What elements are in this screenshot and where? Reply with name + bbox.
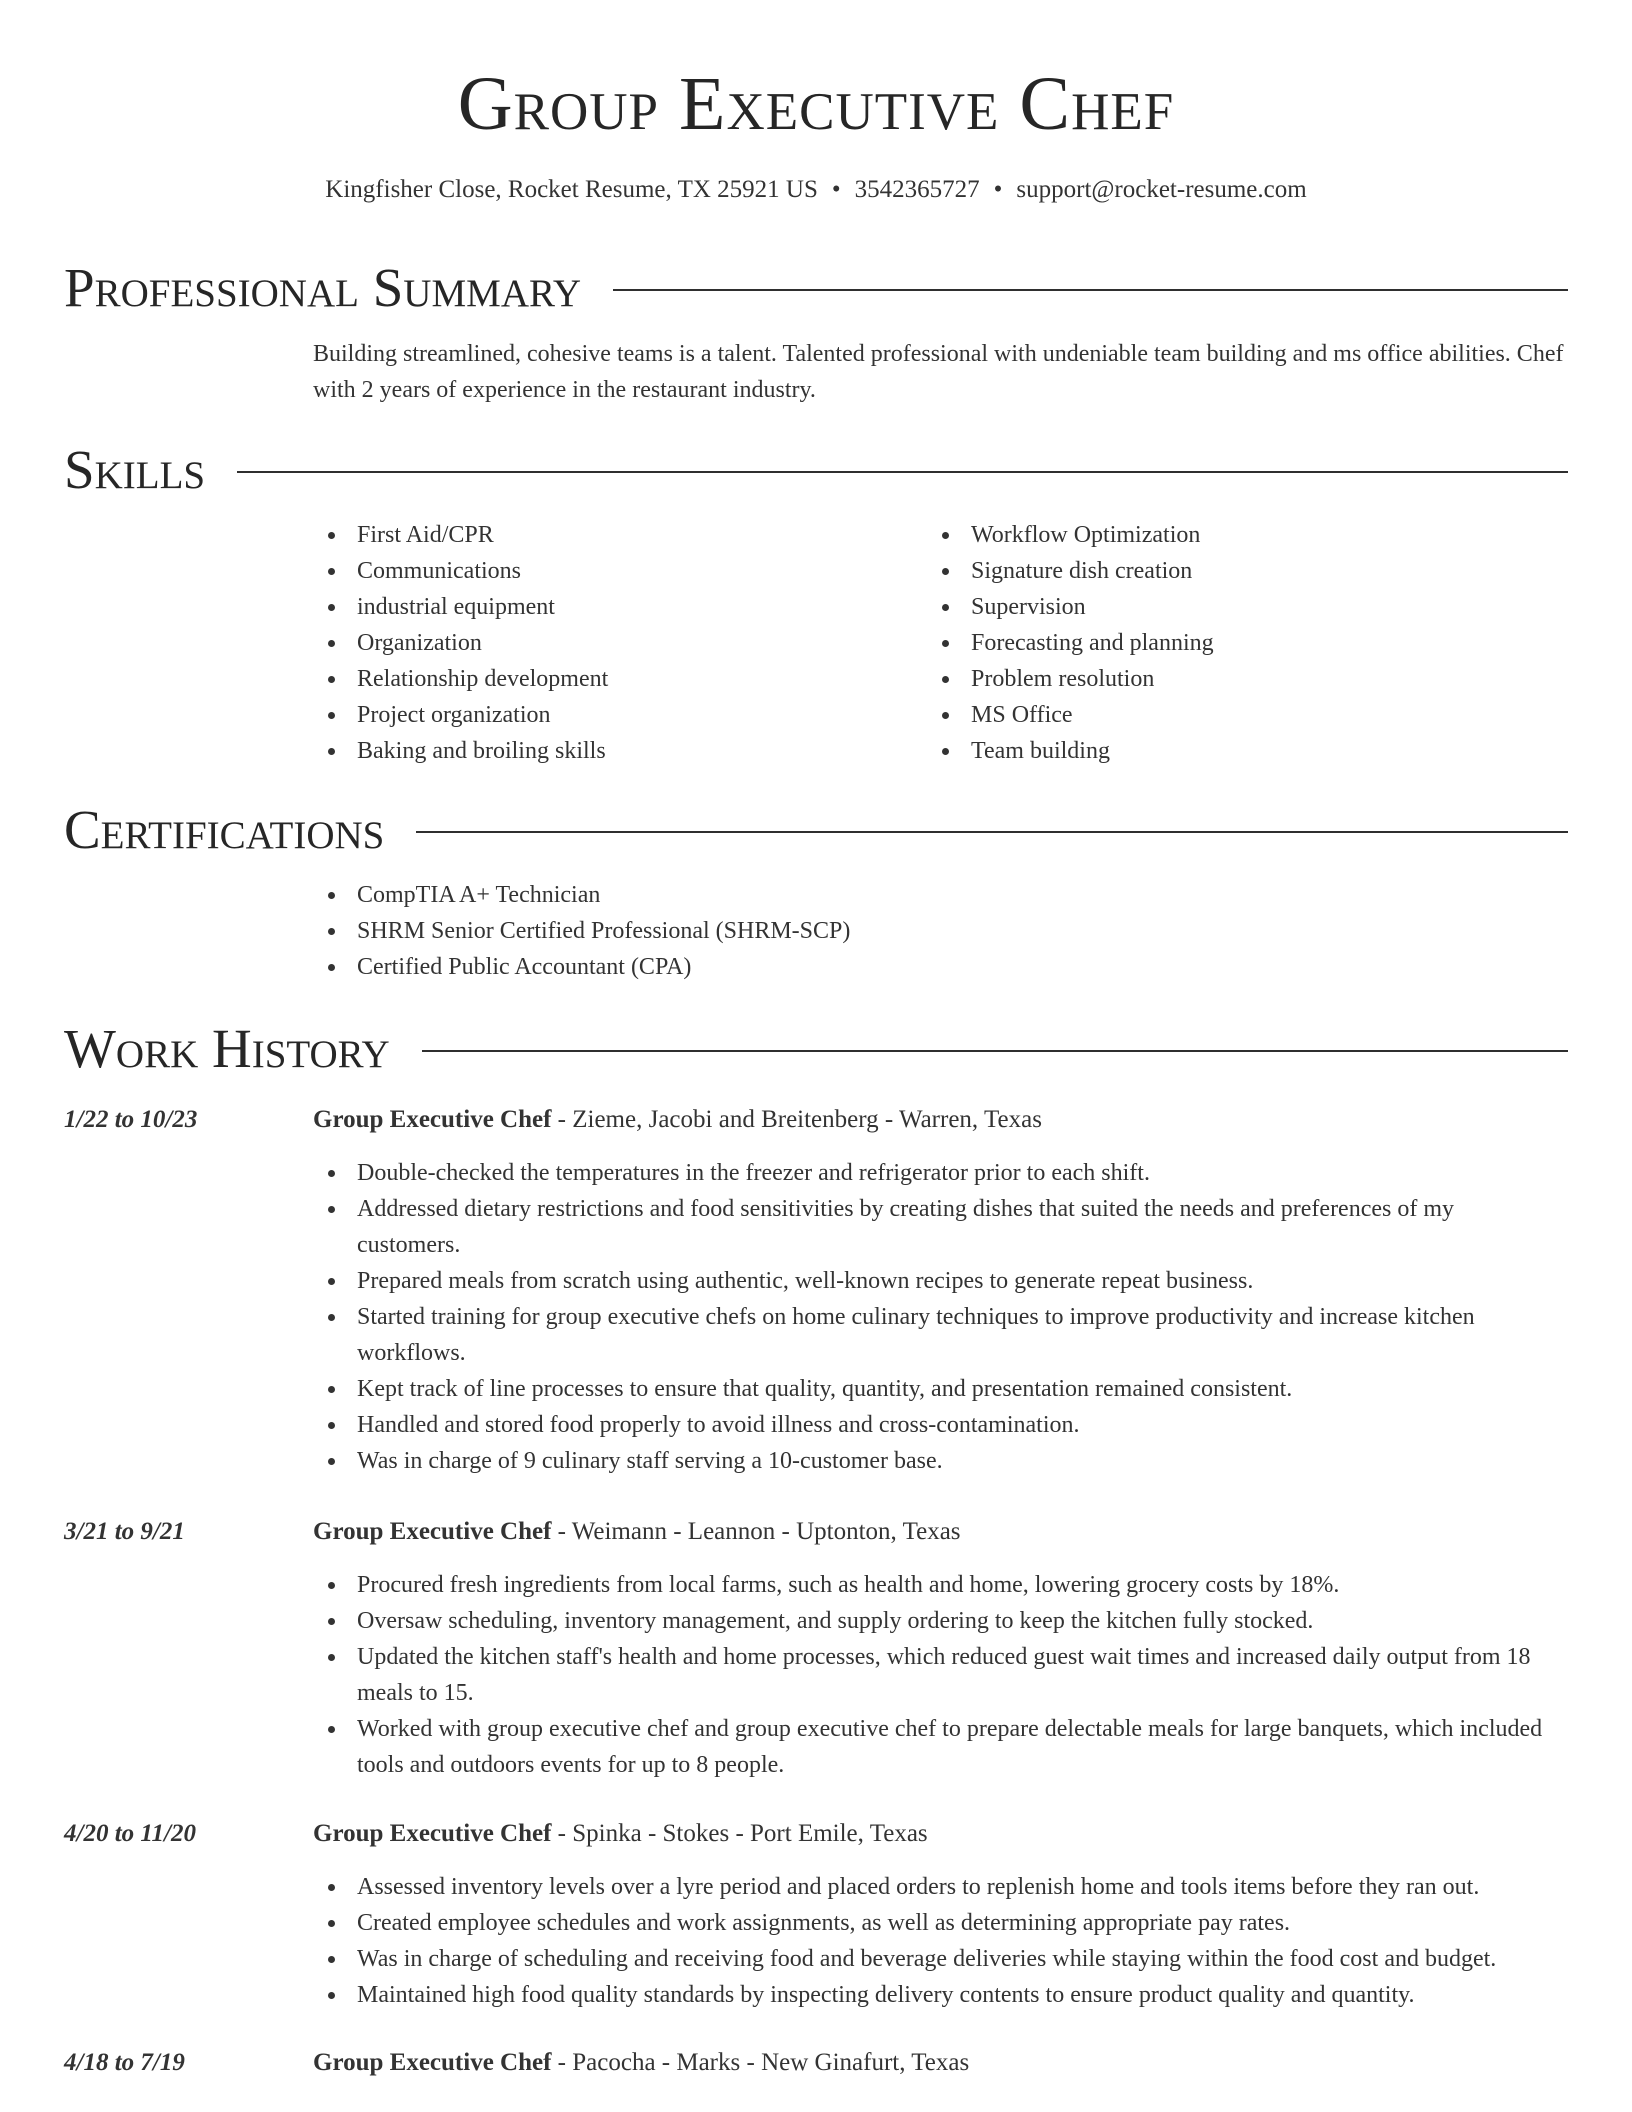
job-company: - Pacocha - Marks - New Ginafurt, Texas xyxy=(551,2049,970,2076)
section-title: Work History xyxy=(64,1018,390,1079)
skill-item: Supervision xyxy=(927,589,1527,625)
certification-item: SHRM Senior Certified Professional (SHRM-SCP) xyxy=(313,913,1513,949)
job-bullets xyxy=(313,1155,1563,1479)
skill-item: Communications xyxy=(313,553,913,589)
section-header-certifications xyxy=(64,800,1568,860)
job-role: Group Executive Chef xyxy=(313,1106,552,1133)
section-rule xyxy=(237,471,1568,473)
job-role: Group Executive Chef xyxy=(313,2049,552,2076)
contact-address: Kingfisher Close, Rocket Resume, TX 25921 US xyxy=(325,176,818,203)
job-bullet: Kept track of line processes to ensure that quality, quantity, and presentation remained consistent. xyxy=(313,1371,1563,1407)
job-date: 4/20 to 11/20 xyxy=(64,1820,196,1847)
section-rule xyxy=(613,289,1568,291)
skill-item: Problem resolution xyxy=(927,661,1527,697)
section-header-summary xyxy=(64,258,1568,318)
section-header-skills xyxy=(64,440,1568,500)
job-bullet: Started training for group executive chefs on home culinary techniques to improve productivity and increase kitchen workflows. xyxy=(313,1299,1563,1371)
skill-item: Organization xyxy=(313,625,913,661)
job-bullet: Prepared meals from scratch using authentic, well-known recipes to generate repeat business. xyxy=(313,1263,1563,1299)
job-bullet: Worked with group executive chef and group executive chef to prepare delectable meals for large banquets, which included tools and outdoors events for up to 8 people. xyxy=(313,1711,1563,1783)
contact-line xyxy=(0,174,1632,206)
section-title: Skills xyxy=(64,439,206,500)
section-title: Certifications xyxy=(64,799,385,860)
job-bullet: Addressed dietary restrictions and food sensitivities by creating dishes that suited the needs and preferences of my customers. xyxy=(313,1191,1563,1263)
job-company: - Weimann - Leannon - Uptonton, Texas xyxy=(551,1518,961,1545)
section-rule xyxy=(422,1050,1568,1052)
contact-separator: • xyxy=(993,176,1003,203)
skill-item: MS Office xyxy=(927,697,1527,733)
job-role: Group Executive Chef xyxy=(313,1820,552,1847)
certification-item: CompTIA A+ Technician xyxy=(313,877,1513,913)
job-bullet: Oversaw scheduling, inventory management, and supply ordering to keep the kitchen fully stocked. xyxy=(313,1603,1563,1639)
job-company: - Spinka - Stokes - Port Emile, Texas xyxy=(551,1820,928,1847)
job-bullets xyxy=(313,1567,1563,1783)
skill-item: First Aid/CPR xyxy=(313,517,913,553)
certification-item: Certified Public Accountant (CPA) xyxy=(313,949,1513,985)
certifications-list xyxy=(313,877,1513,985)
job-bullets xyxy=(313,1869,1563,2013)
job-date: 1/22 to 10/23 xyxy=(64,1106,198,1133)
job-date: 3/21 to 9/21 xyxy=(64,1518,185,1545)
job-heading xyxy=(313,1817,928,1851)
skill-item: Signature dish creation xyxy=(927,553,1527,589)
job-bullet: Was in charge of scheduling and receiving food and beverage deliveries while staying within the food cost and budget. xyxy=(313,1941,1563,1977)
job-date: 4/18 to 7/19 xyxy=(64,2049,185,2076)
skill-item: Relationship development xyxy=(313,661,913,697)
job-bullet: Updated the kitchen staff's health and home processes, which reduced guest wait times and increased daily output from 18 meals to 15. xyxy=(313,1639,1563,1711)
job-role: Group Executive Chef xyxy=(313,1518,552,1545)
job-company: - Zieme, Jacobi and Breitenberg - Warren, Texas xyxy=(551,1106,1042,1133)
skills-list-left xyxy=(313,517,913,769)
skill-item: Workflow Optimization xyxy=(927,517,1527,553)
summary-text: Building streamlined, cohesive teams is a talent. Talented professional with undeniable team building and ms office abilities. Chef with 2 years of experience in the restaurant industry. xyxy=(313,341,1564,403)
skill-item: Baking and broiling skills xyxy=(313,733,913,769)
job-heading xyxy=(313,1103,1042,1137)
job-bullet: Was in charge of 9 culinary staff serving a 10-customer base. xyxy=(313,1443,1563,1479)
job-bullet: Created employee schedules and work assignments, as well as determining appropriate pay rates. xyxy=(313,1905,1563,1941)
section-rule xyxy=(416,831,1568,833)
job-bullet: Assessed inventory levels over a lyre period and placed orders to replenish home and tools items before they ran out. xyxy=(313,1869,1563,1905)
job-bullet: Double-checked the temperatures in the freezer and refrigerator prior to each shift. xyxy=(313,1155,1563,1191)
skill-item: Project organization xyxy=(313,697,913,733)
job-heading xyxy=(313,1515,961,1549)
skill-item: Forecasting and planning xyxy=(927,625,1527,661)
job-bullet: Maintained high food quality standards by inspecting delivery contents to ensure product quality and quantity. xyxy=(313,1977,1563,2013)
resume-name: Group Executive Chef xyxy=(457,62,1175,146)
job-bullet: Handled and stored food properly to avoid illness and cross-contamination. xyxy=(313,1407,1563,1443)
contact-email[interactable]: support@rocket-resume.com xyxy=(1016,176,1307,203)
section-header-work-history xyxy=(64,1019,1568,1079)
skill-item: industrial equipment xyxy=(313,589,913,625)
job-bullet: Procured fresh ingredients from local farms, such as health and home, lowering grocery costs by 18%. xyxy=(313,1567,1563,1603)
job-heading xyxy=(313,2046,969,2080)
contact-separator: • xyxy=(831,176,841,203)
skills-list-right xyxy=(927,517,1527,769)
contact-phone: 3542365727 xyxy=(854,176,980,203)
skill-item: Team building xyxy=(927,733,1527,769)
section-title: Professional Summary xyxy=(64,257,582,318)
